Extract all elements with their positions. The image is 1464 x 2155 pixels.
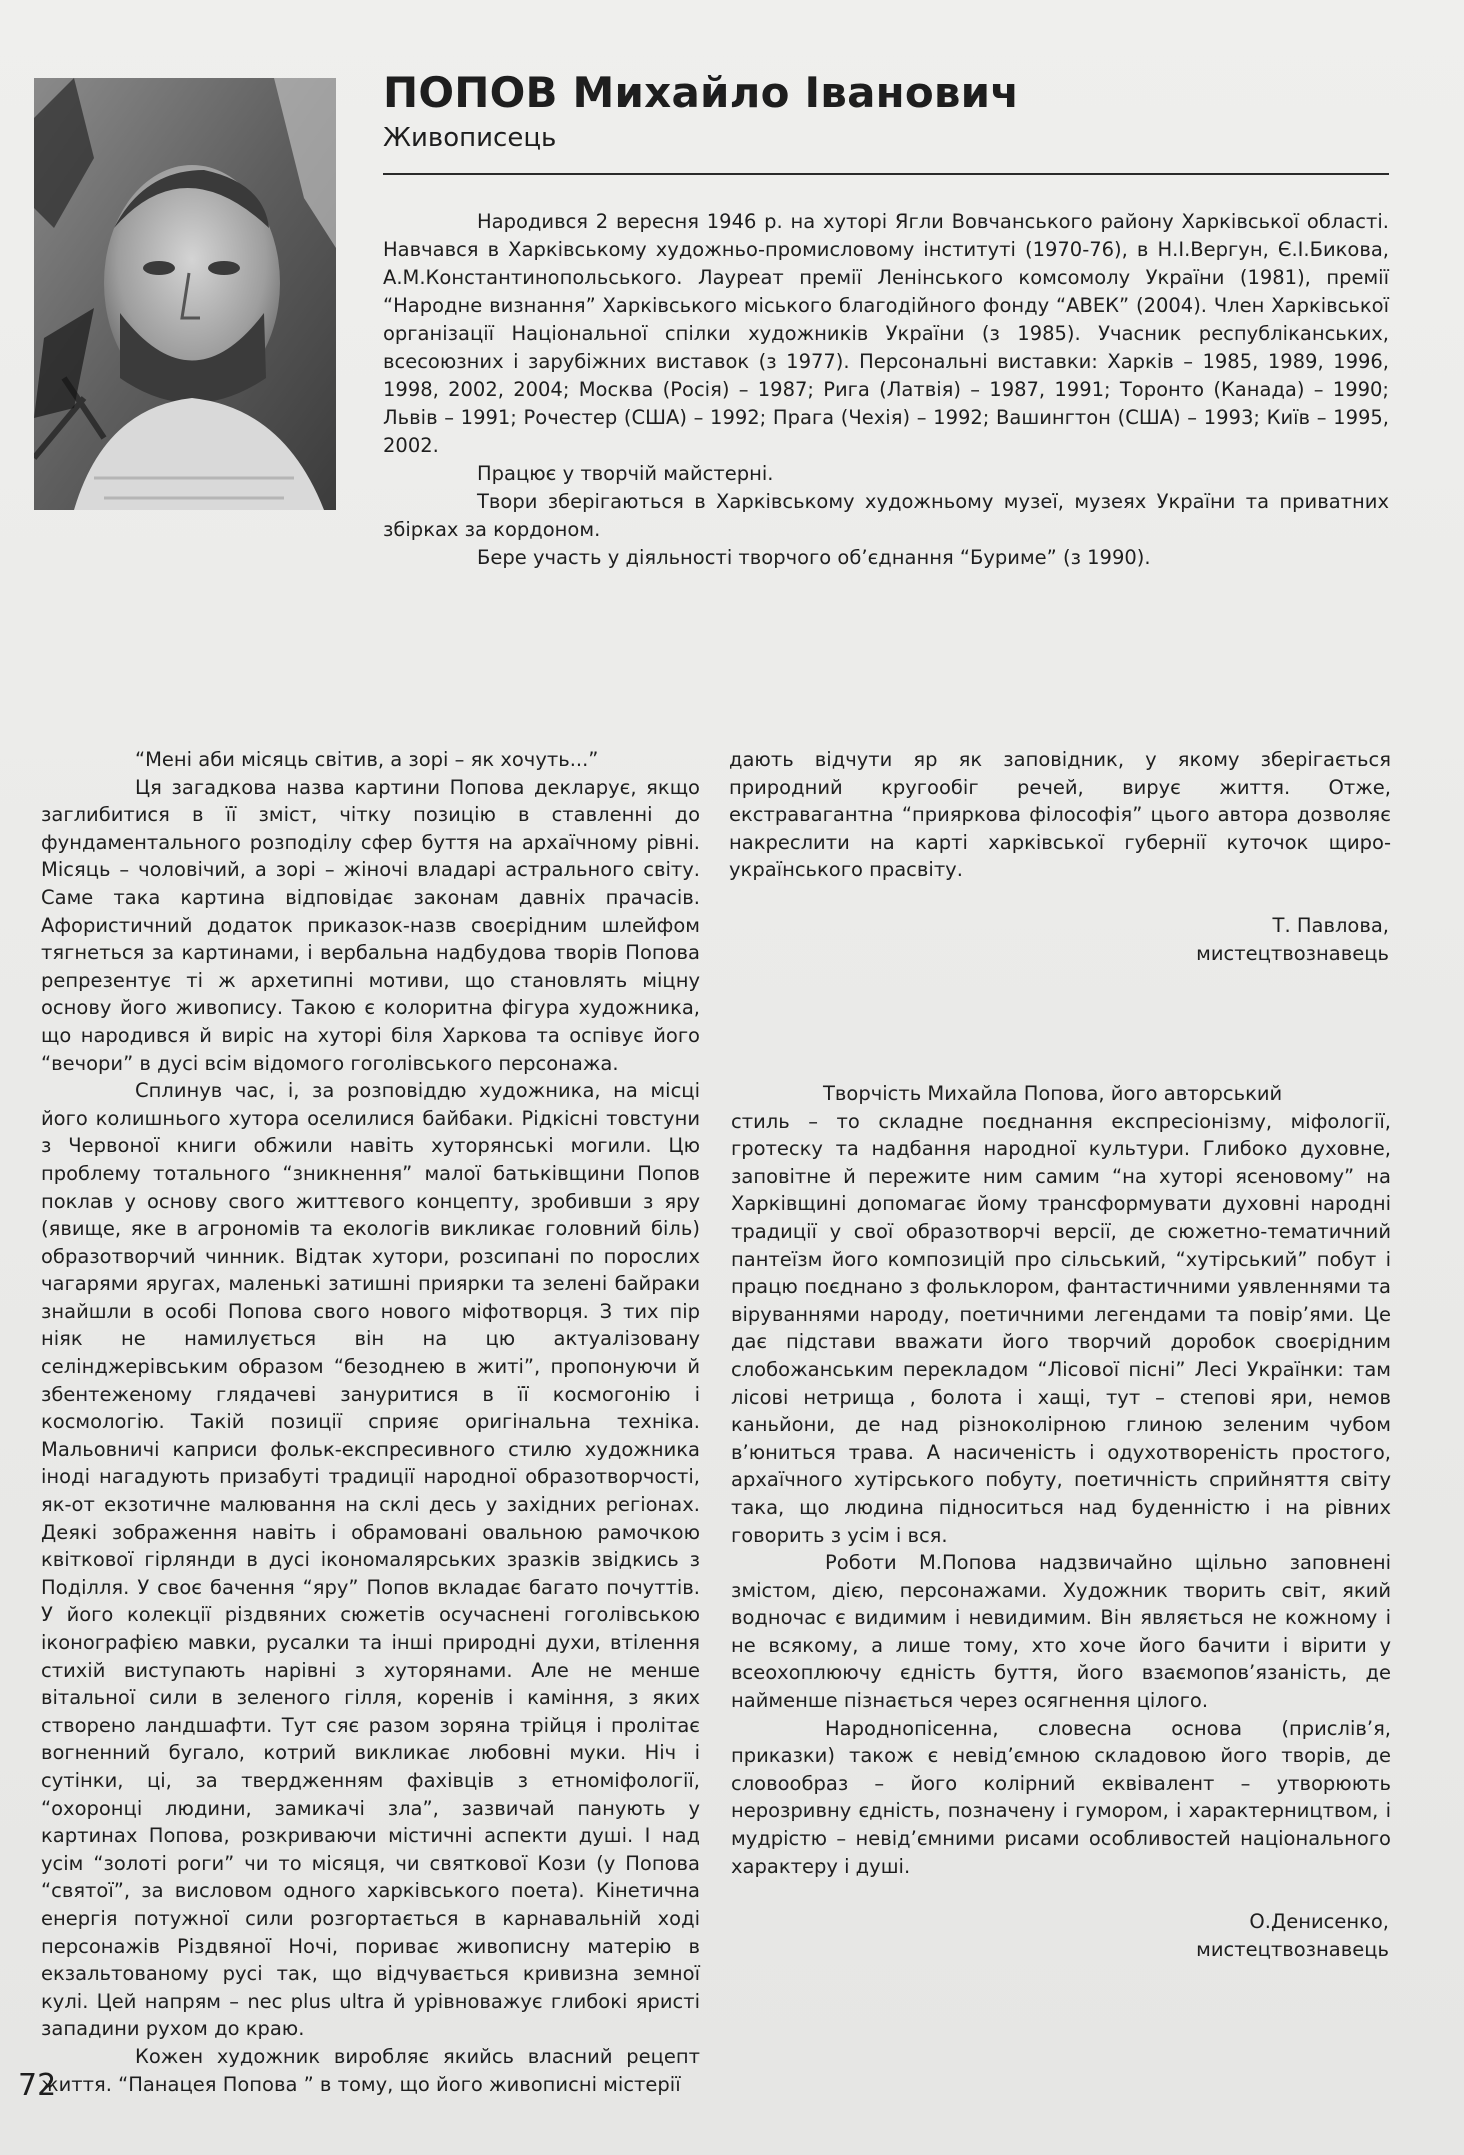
- essay2-paragraph: стиль – то складне поєднання експресіонізму, міфології, гротеску та надбання народної культури. Глибоко духовне, заповітне й пережите ним самим “на хуторі ясеновому” на Харківщині допомагає йому трансформувати духовні народні традиції у свої образотворчі версії, де сюжетно-тематичний пантеїзм його композицій про сільський, “хутірський” побут і працю поєднано з фольклором, фантастичними уявленнями та віруваннями народу, поетичними легендами та повір’ями. Це дає підстави вважати його творчий доробок своєрідним слобожанським перекладом “Лісової пісні” Лесі Українки: там лісові нетрища , болота і хащі, тут – степові яри, немов каньйони, де над різноколірною глиною зеленим чубом в’юниться трава. А насиченість і одухотвореність простого, архаїчного хутірського побуту, поетичність сприйняття світу така, що людина підноситься над буденністю і на рівних говорить з усім і вся.: [731, 1109, 1391, 1547]
- essay2-paragraph: Роботи М.Попова надзвичайно щільно заповнені змістом, дією, персонажами. Художник творить світ, який водночас є видимим і невидимим. Він являється не кожному і не всякому, а лише тому, хто хоче його бачити і вірити у всеохоплюючу єдність буття, його взаємопов’язаність, де найменше пізнається через осягнення цілого.: [731, 1551, 1391, 1713]
- essay1-author-role: мистецтвознавець: [1196, 942, 1389, 965]
- header: [383, 68, 1389, 153]
- essay-paragraph: Кожен художник виробляє якийсь власний рецепт життя. “Панацея Попова ” в тому, що його живописні містерії: [41, 2044, 700, 2096]
- page-number: 72: [18, 2068, 57, 2103]
- bio-paragraph: Народився 2 вересня 1946 р. на хуторі Ягли Вовчанського району Харківської області. Навчався в Харківському художньо-промисловому інституті (1970-76), в Н.І.Вергун, Є.І.Бикова, А.М.Константинопольського. Лауреат премії Ленінського комсомолу України (1981), премії “Народне визнання” Харківського міського благодійного фонду “АВЕК” (2004). Член Харківської організації Національної спілки художників України (з 1985). Учасник республіканських, всесоюзних і зарубіжних виставок (з 1977). Персональні виставки: Харків – 1985, 1989, 1996, 1998, 2002, 2004; Москва (Росія) – 1987; Рига (Латвія) – 1987, 1991; Торонто (Канада) – 1990; Львів – 1991; Рочестер (США) – 1992; Прага (Чехія) – 1992; Вашингтон (США) – 1993; Київ – 1995, 2002.: [383, 210, 1389, 457]
- essay-paragraph: Сплинув час, і, за розповіддю художника, на місці його колишнього хутора оселилися байбаки. Рідкісні товстуни з Червоної книги обжили навіть хуторянські могили. Цю проблему тотального “зникнення” малої батьківщини Попов поклав у основу свого життєвого концепту, зробивши з яру (явище, яке в агрономів та екологів викликає головний біль) образотворчий чинник. Відтак хутори, розсипані по порослих чагарями яругах, маленькі затишні приярки та зелені байраки знайшли в особі Попова свого нового міфотворця. З тих пір ніяк не намилується він на цю актуалізовану селінджерівським образом “безоднею в житі”, пропонуючи й збентеженому глядачеві зануритися в її космогонію і космологію. Такій позиції сприяє оригінальна техніка. Мальовничі каприси фольк-експресивного стилю художника іноді нагадують призабуті традиції народної образотворчості, як-от екзотичне малювання на склі десь у західних регіонах. Деякі зображення навіть і обрамовані овальною рамочкою квіткової гірлянди в дусі ікономалярських зразків звідкись з Поділля. У своє бачення “яру” Попов вкладає багато почуттів. У його колекції різдвяних сюжетів осучаснені гоголівською іконографією мавки, русалки та інші природні духи, втілення стихій виступають нарівні з хуторянами. Але не менше вітальної сили в зеленого гілля, коренів і каміння, з яких створено ландшафти. Тут сяє разом зоряна трійця і пролітає вогненний бугало, котрий викликає любовні муки. Ніч і сутінки, ці, за твердженням фахівців з етноміфології, “охоронці людини, замикачі зла”, зазвичай панують у картинах Попова, розкриваючи містичні аспекти душі. І над усім “золоті роги” чи то місяця, чи святкової Кози (у Попова “святої”, за висловом одного харківського поета). Кінетична енергія потужної сили розгортається в карнавальній ході персонажів Різдвяної Ночі, пориває живописну матерію в екзальтованому русі так, що відчувається кривизна земної кулі. Цей напрям – nec plus ultra й урівноважує глибокі яристі западини рухом до краю.: [41, 1079, 700, 2041]
- essay2-lead: Творчість Михайла Попова, його авторський: [823, 1082, 1283, 1105]
- biography: [383, 208, 1389, 572]
- essay2-author: О.Денисенко,: [1249, 1910, 1389, 1933]
- essay1-author: Т. Павлова,: [1272, 914, 1389, 937]
- essay-column-left: [41, 746, 700, 2098]
- bio-paragraph: Твори зберігаються в Харківському художньому музеї, музеях України та приватних збірках за кордоном.: [383, 490, 1389, 541]
- essay1-signature: [729, 912, 1389, 968]
- essay2-paragraph: Народнопісенна, словесна основа (прислів’я, приказки) також є невід’ємною складовою його творів, де словообраз – його колірний еквівалент – утворюють нерозривну єдність, позначену і гумором, і характерництвом, і мудрістю – невід’ємними рисами особливостей національного характеру і душі.: [731, 1716, 1391, 1878]
- bio-paragraph: Працює у творчій майстерні.: [477, 462, 774, 485]
- essay-paragraph-continued: дають відчути яр як заповідник, у якому зберігається природний кругообіг речей, вирує життя. Отже, екстравагантна “прияркова філософія” цього автора дозволяє накреслити на карті харківської губернії куточок щиро-українського прасвіту.: [729, 748, 1391, 882]
- artist-name: ПОПОВ Михайло Іванович: [383, 68, 1020, 117]
- essay2-signature: [729, 1908, 1389, 1964]
- header-divider: [383, 173, 1389, 175]
- artist-profession: Живописець: [383, 123, 557, 153]
- essay2-author-role: мистецтвознавець: [1196, 1938, 1389, 1961]
- essay-column-right: [729, 746, 1391, 884]
- essay-paragraph: Ця загадкова назва картини Попова декларує, якщо заглибитися в її зміст, чітку позицію в ставленні до фундаментального розподілу сфер буття на архаїчному рівні. Місяць – чоловічий, а зорі – жіночі владарі астрального світу. Саме така картина відповідає законам давніх прачасів. Афористичний додаток приказок-назв своєрідним шлейфом тягнеться за картинами, і вербальна надбудова творів Попова репрезентує ті ж архетипні мотиви, що становлять міцну основу його живопису. Такою є колоритна фігура художника, що народився й виріс на хуторі біля Харкова та оспівує його “вечори” в дусі всім відомого гоголівського персонажа.: [41, 775, 700, 1075]
- essay2: [731, 1080, 1391, 1880]
- portrait-image: [34, 78, 336, 510]
- bio-paragraph: Бере участь у діяльності творчого об’єднання “Буриме” (з 1990).: [477, 546, 1151, 569]
- essay-epigraph: “Мені аби місяць світив, а зорі – як хочуть...”: [135, 748, 599, 771]
- artist-portrait-photo: [34, 78, 336, 510]
